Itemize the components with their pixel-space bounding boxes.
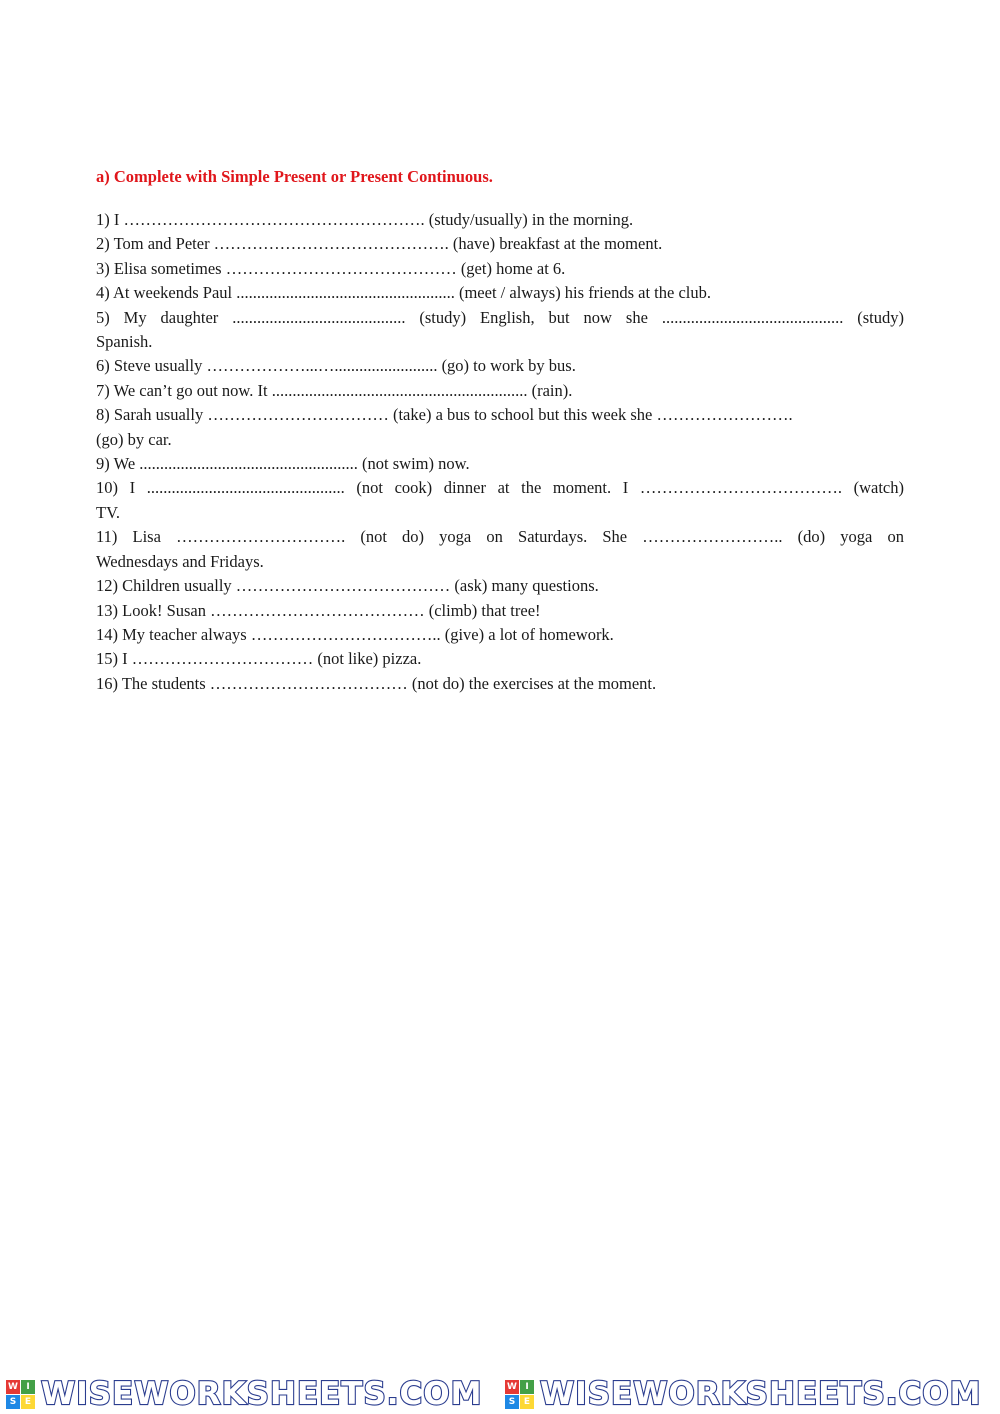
logo-tile-w: W: [6, 1380, 20, 1394]
exercise-line-continuation: TV.: [96, 502, 120, 522]
logo-icon: [505, 1380, 534, 1409]
brand-wordmark: WISEWORKSHEETS.COM: [540, 1376, 982, 1412]
worksheet: [96, 166, 904, 696]
exercise-line: 1) I ………………………………………………. (study/usually) in the morning.: [96, 210, 634, 229]
logo-tile-w: W: [505, 1380, 519, 1394]
brand-block: [6, 1376, 499, 1412]
exercise-line: 5) My daughter .......................................... (study) English, but now she ............................................ (study): [96, 307, 904, 327]
exercise-line: 2) Tom and Peter ……………………………………. (have) breakfast at the moment.: [96, 234, 663, 254]
logo-tile-s: S: [6, 1395, 20, 1409]
exercise-line-continuation: (go) by car.: [96, 429, 172, 449]
exercise-line: 8) Sarah usually …………………………… (take) a bus to school but this week she …………………….: [96, 405, 793, 425]
exercise-line: 11) Lisa …………………………. (not do) yoga on Saturdays. She …………………….. (do) yoga on: [96, 527, 904, 547]
exercise-line: 6) Steve usually ………………...…......................... (go) to work by bus.: [96, 356, 576, 376]
exercise-line: 12) Children usually ………………………………… (ask) many questions.: [96, 576, 599, 596]
brand-block: [505, 1376, 998, 1412]
exercise-line: 16) The students ……………………………… (not do) the exercises at the moment.: [96, 673, 657, 693]
exercise-line: 15) I …………………………… (not like) pizza.: [96, 649, 422, 669]
exercise-line-continuation: Wednesdays and Fridays.: [96, 551, 264, 571]
exercise-line: 10) I ................................................ (not cook) dinner at the moment. I ………………………………. (watch): [96, 478, 904, 498]
exercise-line: 7) We can’t go out now. It .............................................................. (rain).: [96, 380, 573, 400]
logo-tile-i: I: [520, 1380, 534, 1394]
logo-icon: [6, 1380, 35, 1409]
exercise-line: 4) At weekends Paul ..................................................... (meet / always) his friends at the club.: [96, 283, 711, 303]
logo-tile-i: I: [21, 1380, 35, 1394]
exercise-line-continuation: Spanish.: [96, 332, 153, 352]
logo-tile-e: E: [520, 1395, 534, 1409]
exercise-line: 3) Elisa sometimes …………………………………… (get) home at 6.: [96, 258, 566, 278]
exercise-line: 9) We ..................................................... (not swim) now.: [96, 454, 470, 474]
exercise-line: 13) Look! Susan ………………………………… (climb) that tree!: [96, 600, 541, 620]
exercise-title: a) Complete with Simple Present or Present Continuous.: [96, 167, 493, 186]
brand-wordmark: WISEWORKSHEETS.COM: [41, 1376, 483, 1412]
logo-tile-s: S: [505, 1395, 519, 1409]
exercise-line: 14) My teacher always …………………………….. (give) a lot of homework.: [96, 624, 614, 644]
logo-tile-e: E: [21, 1395, 35, 1409]
footer-watermark: [0, 1374, 1000, 1414]
